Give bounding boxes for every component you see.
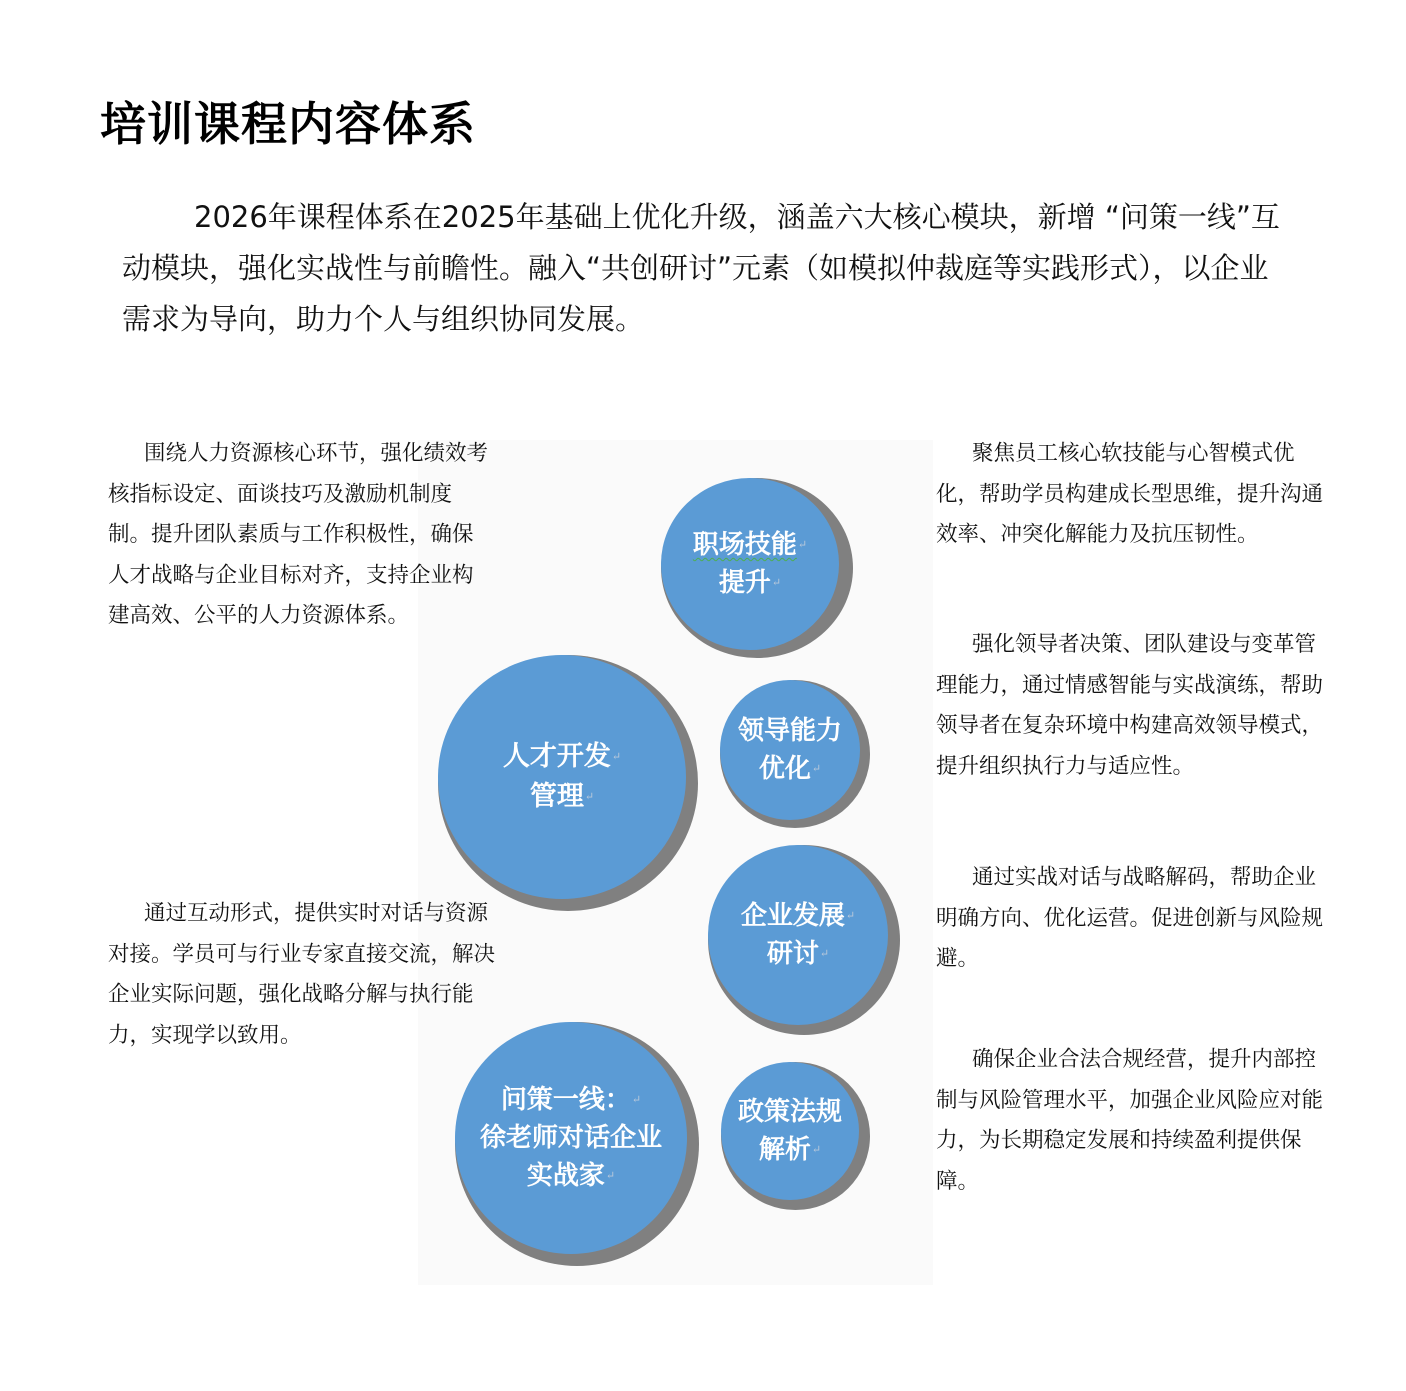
- module-skill-line-1: [693, 526, 807, 564]
- module-dev-line-2-text: 研讨: [766, 939, 819, 969]
- module-lead-line-2-text: 优化: [758, 754, 811, 784]
- description-policy: 确保企业合法合规经营，提升内部控制与风险管理水平，加强企业风险应对能力，为长期稳定发展和持续盈利提供保障。: [936, 1047, 1324, 1194]
- description-talent: 围绕人力资源核心环节，强化绩效考核指标设定、面谈技巧及激励机制度制。提升团队素质与工作积极性，确保人才战略与企业目标对齐，支持企业构建高效、公平的人力资源体系。: [108, 441, 489, 628]
- module-policy-line-1-text: 政策法规: [737, 1097, 842, 1127]
- page-title: 培训课程内容体系: [100, 97, 476, 151]
- module-circle-talent-face: [438, 655, 686, 899]
- module-ask-line-3: [527, 1157, 615, 1195]
- module-circle-dev-face: [708, 845, 888, 1025]
- module-dev-line-1: [741, 897, 855, 935]
- module-policy-line-2: [759, 1131, 821, 1169]
- paragraph-mark-icon: ↵: [611, 750, 622, 763]
- module-skill-line-2-text: 提升: [718, 568, 771, 598]
- module-talent-line-2-text: 管理: [529, 781, 584, 812]
- module-lead-line-1-text: 领导能力: [737, 716, 842, 746]
- paragraph-mark-icon: ↵: [845, 909, 856, 922]
- paragraph-mark-icon: ↵: [584, 790, 595, 803]
- module-ask-line-1-text: 问策一线：: [500, 1085, 631, 1115]
- paragraph-mark-icon: ↵: [797, 538, 808, 551]
- module-circle-policy-face: [721, 1062, 859, 1200]
- module-policy-line-2-text: 解析: [758, 1135, 811, 1165]
- module-talent-line-1-text: 人才开发: [502, 741, 611, 772]
- module-circle-lead-face: [720, 680, 860, 820]
- paragraph-mark-icon: ↵: [771, 576, 782, 589]
- paragraph-mark-icon: ↵: [811, 1143, 822, 1156]
- module-dev-line-1-text: 企业发展: [740, 901, 845, 931]
- module-ask-line-2-text: 徐老师对话企业: [479, 1123, 662, 1153]
- module-circle-skill: [661, 478, 853, 658]
- module-circle-skill-face: [661, 478, 839, 650]
- description-dev: 通过实战对话与战略解码，帮助企业明确方向、优化运营。促进创新与风险规避。: [936, 865, 1324, 971]
- description-skill: 聚焦员工核心软技能与心智模式优化，帮助学员构建成长型思维，提升沟通效率、冲突化解能力及抗压韧性。: [936, 441, 1324, 547]
- module-ask-line-3-text: 实战家: [526, 1161, 605, 1191]
- module-ask-line-1: [501, 1081, 641, 1119]
- paragraph-mark-icon: ↵: [811, 762, 822, 775]
- paragraph-mark-icon: ↵: [819, 947, 830, 960]
- module-circle-dev: [708, 845, 900, 1035]
- paragraph-mark-icon: ↵: [631, 1093, 642, 1106]
- module-skill-line-2: [719, 564, 781, 602]
- module-circle-talent: [438, 655, 698, 911]
- intro-paragraph: 2026年课程体系在2025年基础上优化升级，涵盖六大核心模块，新增 “问策一线”互动模块，强化实战性与前瞻性。融入“共创研讨”元素（如模拟仲裁庭等实践形式），以企业需求为导向，助力个人与组织协同发展。: [122, 200, 1280, 336]
- paragraph-mark-icon: ↵: [605, 1169, 616, 1182]
- module-talent-line-1: [503, 737, 621, 777]
- description-lead: 强化领导者决策、团队建设与变革管理能力，通过情感智能与实战演练，帮助领导者在复杂环境中构建高效领导模式，提升组织执行力与适应性。: [936, 632, 1324, 779]
- module-circle-policy: [721, 1062, 870, 1210]
- module-policy-line-1: [738, 1093, 842, 1131]
- module-circle-ask-face: [455, 1022, 687, 1254]
- module-circle-lead: [720, 680, 870, 828]
- module-circle-ask: [455, 1022, 699, 1266]
- module-ask-line-2: [480, 1119, 662, 1157]
- description-ask: 通过互动形式，提供实时对话与资源对接。学员可与行业专家直接交流，解决企业实际问题，强化战略分解与执行能力，实现学以致用。: [108, 901, 496, 1048]
- module-lead-line-2: [759, 750, 821, 788]
- module-lead-line-1: [738, 712, 842, 750]
- module-dev-line-2: [767, 935, 829, 973]
- module-skill-line-1-text: 职场技能: [692, 530, 797, 560]
- module-talent-line-2: [530, 777, 594, 817]
